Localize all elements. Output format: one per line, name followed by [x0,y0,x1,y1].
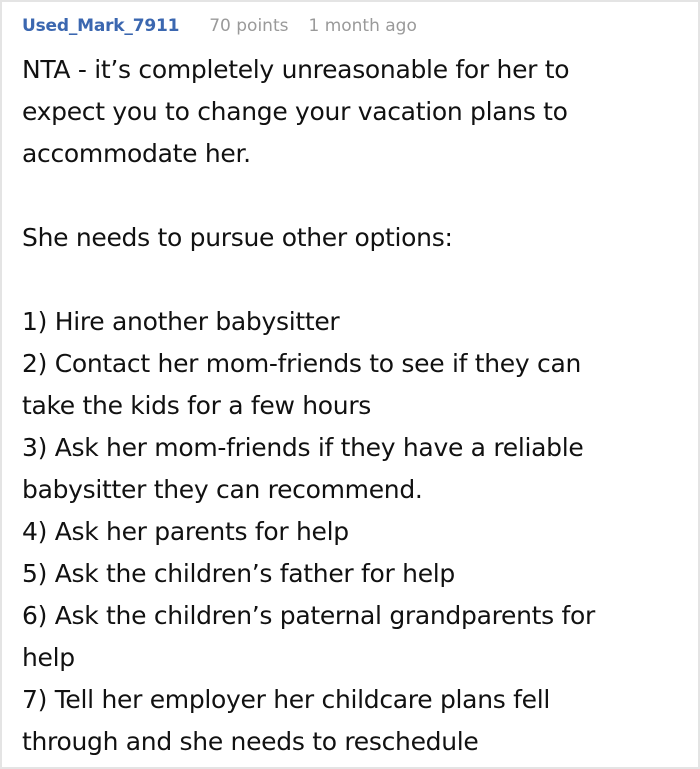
points-count: 70 points [209,16,289,36]
text-line: NTA - it’s completely unreasonable for her to [22,55,570,84]
text-line: accommodate her. [22,139,251,168]
options-heading: She needs to pursue other options: [22,223,453,252]
list-item-line: through and she needs to reschedule [22,727,479,756]
list-item-line: babysitter they can recommend. [22,475,423,504]
list-item-line: help [22,643,75,672]
paragraph-gap [22,259,678,301]
list-item-line: 5) Ask the children’s father for help [22,559,455,588]
options-list [22,301,678,763]
text-line: expect you to change your vacation plans to [22,97,568,126]
comment-body [22,49,678,763]
list-item-line: 6) Ask the children’s paternal grandparents for [22,601,595,630]
list-item-line: 4) Ask her parents for help [22,517,349,546]
comment-meta [22,16,678,48]
list-item-line: 2) Contact her mom-friends to see if they can [22,349,582,378]
list-item-line: 3) Ask her mom-friends if they have a reliable [22,433,584,462]
list-item-line: 7) Tell her employer her childcare plans fell [22,685,550,714]
timestamp: 1 month ago [308,16,417,36]
intro-paragraph [22,49,678,175]
list-item-line: 1) Hire another babysitter [22,307,340,336]
list-item-line: take the kids for a few hours [22,391,372,420]
username-link[interactable]: Used_Mark_7911 [22,16,180,36]
paragraph-gap [22,175,678,217]
